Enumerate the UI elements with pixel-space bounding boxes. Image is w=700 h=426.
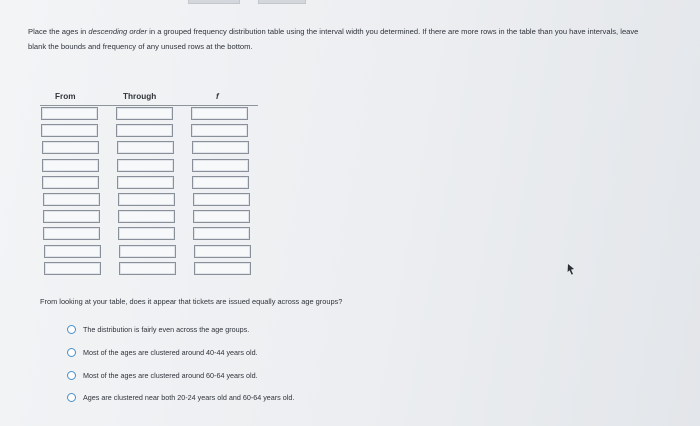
frequency-input[interactable]: [192, 159, 249, 172]
through-input[interactable]: [119, 245, 176, 258]
through-input[interactable]: [119, 262, 176, 275]
header-from: From: [55, 92, 76, 101]
from-input[interactable]: [42, 159, 99, 172]
answer-option-4[interactable]: [67, 393, 294, 402]
frequency-input[interactable]: [194, 245, 251, 258]
frequency-input[interactable]: [192, 141, 249, 154]
top-tab-right: [258, 0, 306, 4]
from-input[interactable]: [43, 210, 100, 223]
frequency-input[interactable]: [192, 176, 249, 189]
header-frequency: f: [216, 92, 219, 101]
through-input[interactable]: [118, 210, 175, 223]
frequency-input[interactable]: [194, 262, 251, 275]
instructions-suffix: in a grouped frequency distribution table using the interval width you determined. If there are more rows in the table than you have intervals, leave blank the bounds and frequency of any unused rows at the bottom.: [28, 27, 639, 51]
through-input[interactable]: [116, 107, 173, 120]
frequency-input[interactable]: [193, 193, 250, 206]
from-input[interactable]: [44, 262, 101, 275]
header-rule: [40, 105, 258, 106]
radio-button-icon[interactable]: [67, 325, 76, 334]
from-input[interactable]: [43, 227, 100, 240]
radio-button-icon[interactable]: [67, 348, 76, 357]
answer-option-3[interactable]: [67, 371, 258, 380]
answer-option-1[interactable]: [67, 325, 249, 334]
from-input[interactable]: [42, 141, 99, 154]
through-input[interactable]: [118, 193, 175, 206]
frequency-input[interactable]: [193, 227, 250, 240]
from-input[interactable]: [41, 124, 98, 137]
from-input[interactable]: [42, 176, 99, 189]
through-input[interactable]: [117, 176, 174, 189]
mouse-cursor-icon: [566, 263, 576, 275]
from-input[interactable]: [43, 193, 100, 206]
through-input[interactable]: [117, 159, 174, 172]
top-tab-left: [188, 0, 240, 4]
frequency-input[interactable]: [191, 124, 248, 137]
through-input[interactable]: [117, 141, 174, 154]
radio-button-icon[interactable]: [67, 393, 76, 402]
question-text: From looking at your table, does it appear that tickets are issued equally across age groups?: [40, 297, 343, 306]
header-through: Through: [123, 92, 157, 101]
answer-option-label: Most of the ages are clustered around 40-44 years old.: [83, 348, 258, 357]
instructions-text: [28, 24, 658, 54]
frequency-input[interactable]: [193, 210, 250, 223]
answer-option-label: The distribution is fairly even across the age groups.: [83, 325, 250, 334]
from-input[interactable]: [41, 107, 98, 120]
answer-option-label: Most of the ages are clustered around 60-64 years old.: [83, 371, 258, 380]
instructions-emphasis: descending order: [88, 27, 148, 36]
answer-option-label: Ages are clustered near both 20-24 years old and 60-64 years old.: [83, 393, 295, 402]
frequency-input[interactable]: [191, 107, 248, 120]
radio-button-icon[interactable]: [67, 371, 76, 380]
answer-option-2[interactable]: [67, 348, 258, 357]
instructions-prefix: Place the ages in: [28, 27, 89, 36]
through-input[interactable]: [118, 227, 175, 240]
through-input[interactable]: [116, 124, 173, 137]
from-input[interactable]: [44, 245, 101, 258]
